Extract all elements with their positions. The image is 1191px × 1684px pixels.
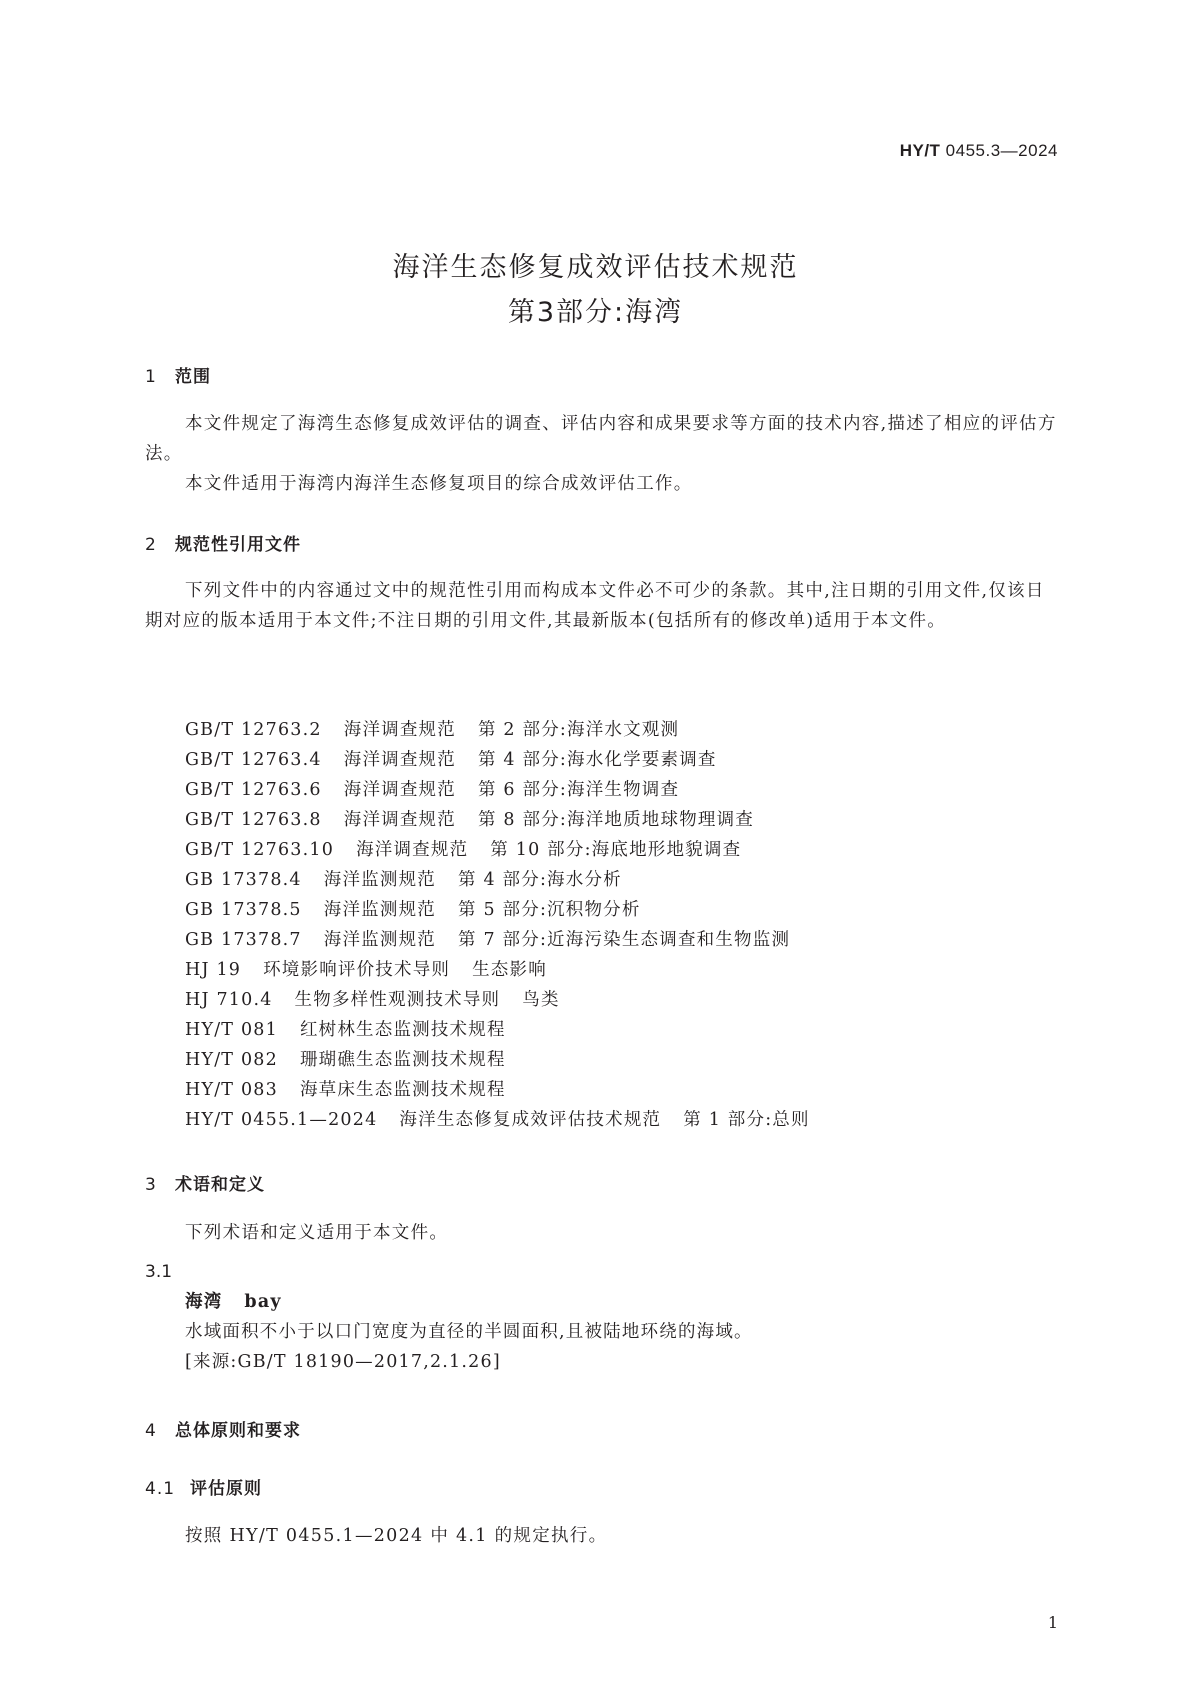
reference-code: GB/T 12763.2 (185, 720, 322, 740)
reference-code: GB/T 12763.6 (185, 780, 322, 800)
reference-title: 海草床生态监测技术规程 (299, 1080, 506, 1100)
section-1-heading (145, 362, 211, 387)
reference-item (185, 745, 810, 775)
reference-title: 海洋监测规范 (323, 900, 436, 920)
reference-part: 第 5 部分:沉积物分析 (457, 900, 641, 920)
reference-code: GB/T 12763.4 (185, 750, 322, 770)
section-4-1-heading (145, 1474, 262, 1499)
reference-title: 生物多样性观测技术导则 (294, 990, 501, 1010)
term-source: [来源:GB/T 18190—2017,2.1.26] (185, 1352, 501, 1372)
reference-code: GB/T 12763.10 (185, 840, 335, 860)
reference-part: 第 2 部分:海洋水文观测 (477, 720, 680, 740)
section-title: 总体原则和要求 (175, 1421, 301, 1441)
reference-part: 第 6 部分:海洋生物调查 (477, 780, 680, 800)
reference-item (185, 1075, 810, 1105)
page-number: 1 (1047, 1613, 1058, 1632)
reference-title: 海洋调查规范 (356, 840, 469, 860)
subsection-title: 评估原则 (190, 1479, 262, 1499)
reference-code: HJ 19 (185, 960, 242, 980)
reference-item (185, 1015, 810, 1045)
term-english: bay (244, 1292, 282, 1312)
term-definition: 水域面积不小于以口门宽度为直径的半圆面积,且被陆地环绕的海域。 (185, 1322, 753, 1342)
document-code-prefix: HY/T (899, 141, 941, 160)
reference-item (185, 985, 810, 1015)
reference-title: 海洋调查规范 (343, 780, 456, 800)
reference-part: 第 4 部分:海水分析 (457, 870, 622, 890)
reference-title: 海洋调查规范 (343, 810, 456, 830)
reference-item (185, 805, 810, 835)
section-2-intro: 下列文件中的内容通过文中的规范性引用而构成本文件必不可少的条款。其中,注日期的引用文件,仅该日期对应的版本适用于本文件;不注日期的引用文件,其最新版本(包括所有的修改单)适用于本文件。 (145, 581, 1045, 631)
section-1-paragraph-2: 本文件适用于海湾内海洋生态修复项目的综合成效评估工作。 (185, 474, 693, 494)
document-code-number: 0455.3—2024 (940, 141, 1058, 160)
reference-item (185, 895, 810, 925)
reference-title: 红树林生态监测技术规程 (299, 1020, 506, 1040)
term-chinese: 海湾 (185, 1292, 223, 1312)
reference-code: HY/T 082 (185, 1050, 278, 1070)
section-4-heading (145, 1416, 301, 1441)
subsection-number: 4.1 (145, 1479, 176, 1499)
section-number: 2 (145, 535, 157, 555)
reference-code: GB 17378.4 (185, 870, 302, 890)
reference-item (185, 835, 810, 865)
reference-item (185, 715, 810, 745)
reference-code: GB/T 12763.8 (185, 810, 322, 830)
reference-list (185, 715, 810, 1135)
reference-title: 环境影响评价技术导则 (263, 960, 451, 980)
reference-title: 海洋调查规范 (343, 720, 456, 740)
reference-code: HJ 710.4 (185, 990, 273, 1010)
reference-item (185, 1105, 810, 1135)
section-title: 术语和定义 (175, 1175, 265, 1195)
reference-title: 海洋监测规范 (323, 870, 436, 890)
reference-code: HY/T 0455.1—2024 (185, 1110, 378, 1130)
reference-part: 第 4 部分:海水化学要素调查 (477, 750, 717, 770)
section-3-intro: 下列术语和定义适用于本文件。 (185, 1223, 449, 1243)
reference-code: HY/T 081 (185, 1020, 278, 1040)
reference-code: GB 17378.7 (185, 930, 302, 950)
term-entry (185, 1287, 753, 1377)
section-1-paragraph-1: 本文件规定了海湾生态修复成效评估的调查、评估内容和成果要求等方面的技术内容,描述了相应的评估方法。 (145, 414, 1057, 464)
section-number: 3 (145, 1175, 157, 1195)
document-subtitle: 第3部分:海湾 (507, 297, 684, 328)
reference-item (185, 925, 810, 955)
reference-item (185, 1045, 810, 1075)
section-3-heading (145, 1170, 265, 1195)
reference-part: 第 10 部分:海底地形地貌调查 (490, 840, 742, 860)
reference-title: 海洋生态修复成效评估技术规范 (399, 1110, 662, 1130)
reference-item (185, 955, 810, 985)
reference-part: 生态影响 (472, 960, 547, 980)
reference-title: 海洋监测规范 (323, 930, 436, 950)
section-title: 范围 (175, 367, 211, 387)
reference-code: HY/T 083 (185, 1080, 278, 1100)
section-4-1-text: 按照 HY/T 0455.1—2024 中 4.1 的规定执行。 (185, 1526, 608, 1546)
reference-title: 海洋调查规范 (343, 750, 456, 770)
section-number: 4 (145, 1421, 157, 1441)
section-number: 1 (145, 367, 157, 387)
document-code (900, 141, 1058, 161)
reference-part: 第 1 部分:总则 (683, 1110, 810, 1130)
reference-part: 第 8 部分:海洋地质地球物理调查 (477, 810, 755, 830)
reference-item (185, 865, 810, 895)
section-title: 规范性引用文件 (175, 535, 301, 555)
term-heading (185, 1287, 753, 1317)
reference-title: 珊瑚礁生态监测技术规程 (299, 1050, 506, 1070)
reference-part: 第 7 部分:近海污染生态调查和生物监测 (457, 930, 791, 950)
reference-part: 鸟类 (522, 990, 560, 1010)
reference-code: GB 17378.5 (185, 900, 302, 920)
term-number: 3.1 (145, 1262, 173, 1282)
reference-item (185, 775, 810, 805)
document-title: 海洋生态修复成效评估技术规范 (392, 252, 799, 283)
section-2-heading (145, 530, 301, 555)
